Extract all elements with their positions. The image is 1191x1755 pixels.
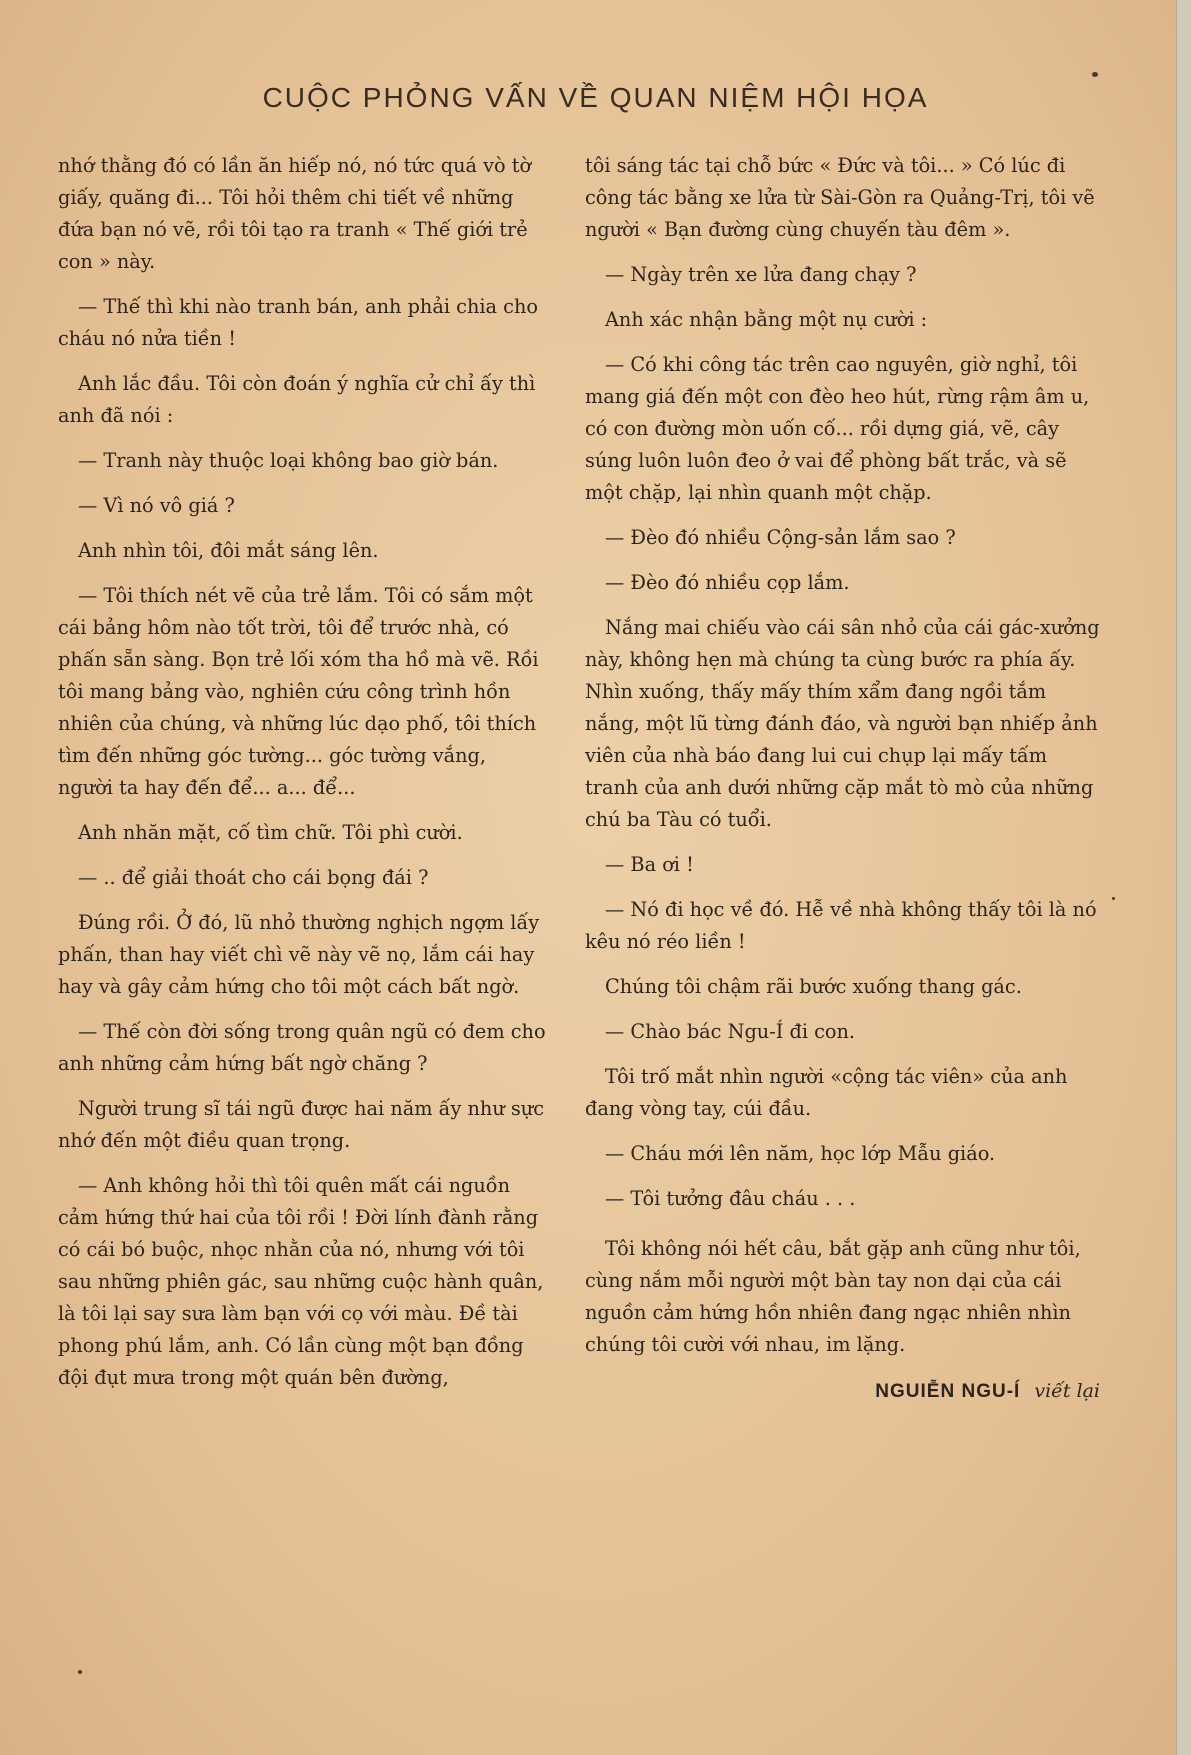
paragraph: — Tranh này thuộc loại không bao giờ bán. <box>78 449 499 472</box>
paragraph: tôi sáng tác tại chỗ bức « Đức và tôi... » Có lúc đi công tác bằng xe lửa từ Sài-Gòn ra Quảng-Trị, tôi vẽ người « Bạn đường cùng chuyến tàu đêm ». <box>585 154 1095 241</box>
paragraph: Anh xác nhận bằng một nụ cười : <box>605 308 928 331</box>
author-name: NGUIỄN NGU-Í <box>875 1381 1021 1402</box>
paragraph: — Cháu mới lên năm, học lớp Mẫu giáo. <box>605 1142 996 1165</box>
paragraph: Tôi không nói hết câu, bắt gặp anh cũng như tôi, cùng nắm mỗi người một bàn tay non dại của cái nguồn cảm hứng hồn nhiên đang ngạc nhiên nhìn chúng tôi cười với nhau, im lặng. <box>585 1237 1081 1356</box>
paragraph: — Vì nó vô giá ? <box>78 494 235 517</box>
paper-speck <box>1092 72 1098 77</box>
paragraph: — Anh không hỏi thì tôi quên mất cái nguồn cảm hứng thứ hai của tôi rồi ! Đời lính đành rằng có cái bó buộc, nhọc nhằn của nó, nhưng với tôi sau những phiên gác, sau những cuộc hành quân, là tôi lại say sưa làm bạn với cọ với màu. Đề tài phong phú lắm, anh. Có lần cùng một bạn đồng đội đụt mưa trong một quán bên đường, <box>58 1174 544 1389</box>
paragraph: — Tôi tưởng đâu cháu . . . <box>605 1187 856 1210</box>
author-note: viết lại <box>1034 1380 1100 1402</box>
right-column <box>585 150 1100 1408</box>
page-title: CUỘC PHỎNG VẤN VỀ QUAN NIỆM HỘI HỌA <box>262 82 929 113</box>
paragraph: Anh nhìn tôi, đôi mắt sáng lên. <box>78 539 379 562</box>
paragraph: — Có khi công tác trên cao nguyên, giờ nghỉ, tôi mang giá đến một con đèo heo hút, rừng rậm âm u, có con đường mòn uốn cố... rồi dựng giá, vẽ, cây súng luôn luôn đeo ở vai để phòng bất trắc, và sẽ một chặp, lại nhìn quanh một chặp. <box>585 353 1090 504</box>
paragraph: Đúng rồi. Ở đó, lũ nhỏ thường nghịch ngợm lấy phấn, than hay viết chì vẽ này vẽ nọ, lắm cái hay hay và gây cảm hứng cho tôi một cách bất ngờ. <box>58 911 540 998</box>
paper-speck <box>1112 897 1115 900</box>
paragraph: — Đèo đó nhiều Cộng-sản lắm sao ? <box>605 526 956 549</box>
paragraph: — Tôi thích nét vẽ của trẻ lắm. Tôi có sắm một cái bảng hôm nào tốt trời, tôi để trước nhà, có phấn sẵn sàng. Bọn trẻ lối xóm tha hồ mà vẽ. Rồi tôi mang bảng vào, nghiên cứu công trình hồn nhiên của chúng, và những lúc dạo phố, tôi thích tìm đến những góc tường... góc tường vắng, người ta hay đến để... a... để... <box>58 584 539 799</box>
paragraph: Anh lắc đầu. Tôi còn đoán ý nghĩa cử chỉ ấy thì anh đã nói : <box>58 372 536 427</box>
paragraph: — Thế thì khi nào tranh bán, anh phải chia cho cháu nó nửa tiền ! <box>58 295 538 350</box>
paragraph: nhớ thằng đó có lần ăn hiếp nó, nó tức quá vò tờ giấy, quăng đi... Tôi hỏi thêm chi tiết về những đứa bạn nó vẽ, rồi tôi tạo ra tranh « Thế giới trẻ con » này. <box>58 154 532 273</box>
paragraph: — Ngày trên xe lửa đang chạy ? <box>605 263 917 286</box>
paragraph: — .. để giải thoát cho cái bọng đái ? <box>78 866 429 889</box>
paragraph: Nắng mai chiếu vào cái sân nhỏ của cái gác-xưởng này, không hẹn mà chúng ta cùng bước ra phía ấy. Nhìn xuống, thấy mấy thím xẩm đang ngồi tắm nắng, một lũ từng đánh đáo, và người bạn nhiếp ảnh viên của nhà báo đang lui cui chụp lại mấy tấm tranh của anh dưới những cặp mắt tò mò của những chú ba Tàu có tuổi. <box>585 616 1100 831</box>
paragraph: — Chào bác Ngu-Í đi con. <box>605 1020 856 1043</box>
page-edge <box>1176 0 1191 1755</box>
paragraph: — Ba ơi ! <box>605 853 694 876</box>
paragraph: — Thế còn đời sống trong quân ngũ có đem cho anh những cảm hứng bất ngờ chăng ? <box>58 1020 546 1075</box>
paragraph: — Đèo đó nhiều cọp lắm. <box>605 571 850 594</box>
paragraph: Chúng tôi chậm rãi bước xuống thang gác. <box>605 975 1022 998</box>
paragraph: Tôi trố mắt nhìn người «cộng tác viên» của anh đang vòng tay, cúi đầu. <box>585 1065 1068 1120</box>
author-signature <box>585 1375 1100 1408</box>
left-column <box>58 150 546 1407</box>
paragraph: Người trung sĩ tái ngũ được hai năm ấy như sực nhớ đến một điều quan trọng. <box>58 1097 545 1152</box>
paper-speck <box>78 1670 82 1674</box>
paragraph: — Nó đi học về đó. Hễ về nhà không thấy tôi là nó kêu nó réo liền ! <box>585 898 1097 953</box>
paragraph: Anh nhăn mặt, cố tìm chữ. Tôi phì cười. <box>78 821 463 844</box>
